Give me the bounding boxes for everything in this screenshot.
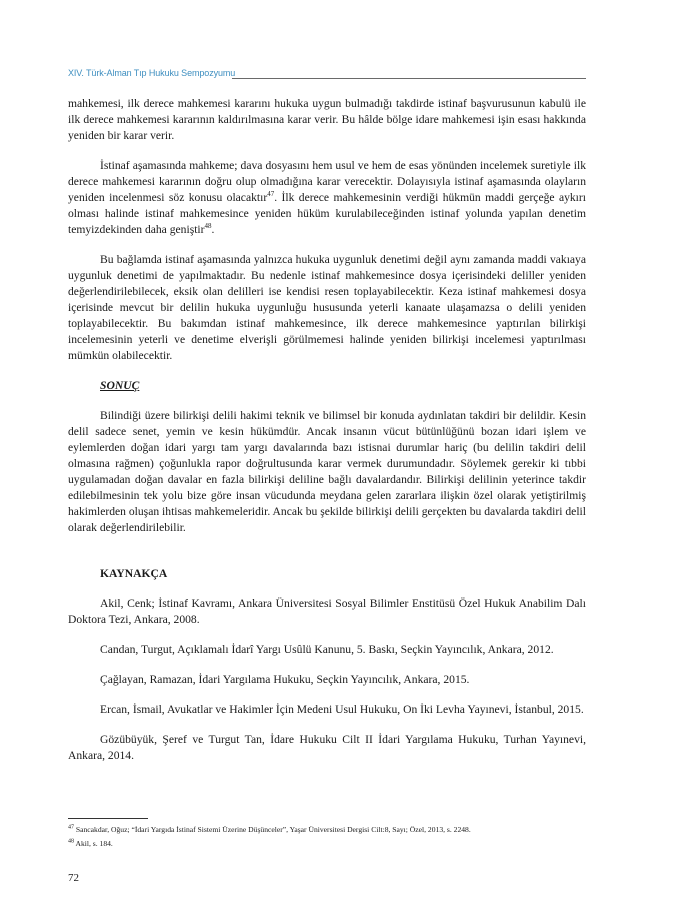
paragraph-continuation: mahkemesi, ilk derece mahkemesi kararını hukuka uygun bulmadığı takdirde istinaf başvurusunun kabulü ile ilk derece mahkemesi kararının kaldırılmasına karar verir. Bu hâlde bölge idare mahkemesi işin esası hakkında yeniden bir karar verir.	[68, 97, 586, 142]
reference-item: Çağlayan, Ramazan, İdari Yargılama Hukuku, Seçkin Yayıncılık, Ankara, 2015.	[100, 673, 470, 686]
footnote-rule	[68, 818, 148, 819]
running-title: XIV. Türk-Alman Tıp Hukuku Sempozyumu	[68, 68, 236, 78]
page-number: 72	[68, 872, 79, 884]
paragraph-sonuc: Bilindiği üzere bilirkişi delili hakimi teknik ve bilimsel bir konuda aydınlatan takdiri bir delildir. Kesin delil sadece senet, yemin ve kesin hükümdür. Ancak insanın vücut bütünlüğünü bozan idari işlem ve eylemlerden doğan idari yargı tam yargı davalarında bazı istisnai durumlar hariç (bu delilin takdiri delil olmasına rağmen) çoğunlukla rapor doğrultusunda karar vermek durumundadır. Söylemek gerekir ki tıbbi uygulamadan doğan davalar en fazla bilirkişi deliline bağlı davalardandır. Bilirkişi delilinin yeterince takdir edilebilmesinin tek yolu bize göre insan vücudunda meydana gelen zararlara ilişkin özel olarak yetiştirilmiş hakimlerden oluşan ihtisas mahkemeleridir. Ancak bu şekilde bilirkişi delili gerçekten bu davalarda takdiri delil olarak değerlendirilebilir.	[68, 409, 586, 534]
footnote-text: Akil, s. 184.	[75, 839, 113, 848]
header-rule	[232, 78, 586, 79]
footnote-48	[68, 837, 586, 851]
footnote-47	[68, 823, 586, 837]
footnote-ref-48[interactable]: 48	[204, 222, 212, 231]
footnote-text: Sancakdar, Oğuz; “İdari Yargıda İstinaf Sistemi Üzerine Düşünceler”, Yaşar Üniversitesi Dergisi Cilt:8, Sayı; Özel, 2013, s. 2248.	[75, 825, 471, 834]
reference-item: Candan, Turgut, Açıklamalı İdarî Yargı Usûlü Kanunu, 5. Baskı, Seçkin Yayıncılık, Ankara, 2012.	[100, 643, 554, 656]
paragraph-denetim: Bu bağlamda istinaf aşamasında yalnızca hukuka uygunluk denetimi değil aynı zamanda maddi vakıaya uygunluk denetimi de yapılmaktadır. Bu nedenle istinaf mahkemesince dosya içerisindeki deliller yeniden değerlendirilebilecek, eksik olan delilleri ise kendisi resen toplayabilecektir. Keza istinaf mahkemesi dosya içerisinde mevcut bir delilin hukuka uygunluğu hususunda yeterli kanaate ulaşamazsa o delili yeniden toplayabilecektir. Bu bakımdan istinaf mahkemesince, ilk derece mahkemesince yaptırılan bilirkişi incelemesinin yeterli ve denetime elverişli görülmemesi halinde yeniden bilirkişi incelemesi yaptırılması mümkün olabilecektir.	[68, 253, 586, 362]
paragraph-istinaf	[68, 158, 586, 238]
footnotes	[68, 823, 586, 851]
reference-item: Gözübüyük, Şeref ve Turgut Tan, İdare Hukuku Cilt II İdari Yargılama Hukuku, Turhan Yayınevi, Ankara, 2014.	[68, 733, 586, 762]
footnote-ref-47[interactable]: 47	[267, 190, 275, 199]
section-heading-sonuc: SONUÇ	[100, 379, 140, 392]
main-text	[68, 96, 586, 764]
paragraph-text: . İlk derece mahkemesinin verdiği hükmün maddi gerçeğe aykırı olması halinde istinaf mahkemesince yeniden hüküm kurulabileceğinden istinaf yolunda yapılan denetim temyizdekinden daha geniştir	[68, 191, 586, 236]
references-heading: KAYNAKÇA	[100, 567, 168, 580]
paragraph-text: .	[211, 223, 215, 236]
running-header	[68, 68, 586, 82]
footnote-number: 47	[68, 824, 74, 831]
footnote-number: 48	[68, 838, 74, 845]
reference-item: Ercan, İsmail, Avukatlar ve Hakimler İçin Medeni Usul Hukuku, On İki Levha Yayınevi, İstanbul, 2015.	[100, 703, 584, 716]
reference-item: Akil, Cenk; İstinaf Kavramı, Ankara Üniversitesi Sosyal Bilimler Enstitüsü Özel Hukuk Anabilim Dalı Doktora Tezi, Ankara, 2008.	[68, 597, 586, 626]
paragraph-text: İstinaf aşamasında mahkeme; dava dosyasını hem usul ve hem de esas yönünden incelemek suretiyle ilk derece mahkemesi kararının doğru olup olmadığına karar verecektir. Dolayısıyla istinaf aşamasında olayların yeniden incelenmesi söz konusu olacaktır	[68, 159, 586, 204]
